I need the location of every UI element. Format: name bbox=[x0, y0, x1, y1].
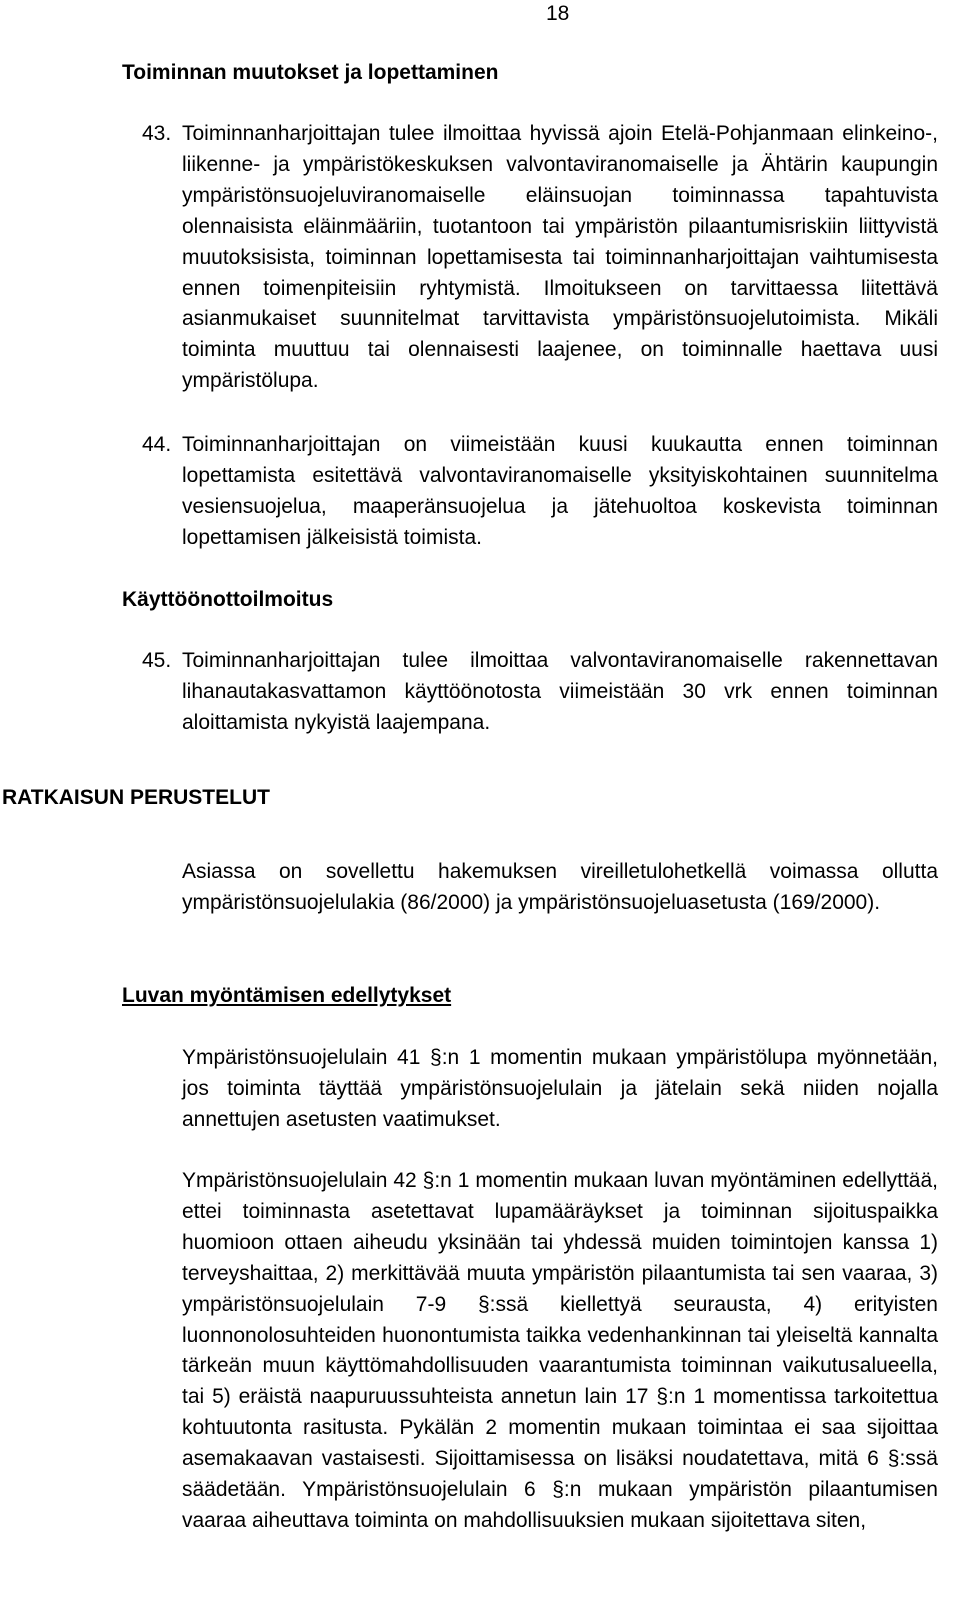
section-heading-grounds: RATKAISUN PERUSTELUT bbox=[2, 786, 270, 809]
item-number: 43. bbox=[142, 122, 172, 145]
grounds-paragraph: Asiassa on sovellettu hakemuksen vireilletulohetkellä voimassa ollutta ympäristönsuojelulakia (86/2000) ja ympäristönsuojeluasetusta (169/2000). bbox=[182, 860, 938, 914]
item-text: Toiminnanharjoittajan on viimeistään kuusi kuukautta ennen toiminnan lopettamista esitettävä valvontaviranomaiselle yksityiskohtainen suunnitelma vesiensuojelua, maaperänsuojelua ja jätehuoltoa koskevista toiminnan lopettamisen jälkeisistä toimista. bbox=[182, 433, 938, 549]
item-number: 44. bbox=[142, 433, 172, 456]
section-heading-changes: Toiminnan muutokset ja lopettaminen bbox=[122, 61, 499, 84]
item-45 bbox=[142, 646, 938, 739]
page-number: 18 bbox=[546, 2, 570, 25]
item-44 bbox=[142, 430, 938, 554]
item-text: Toiminnanharjoittajan tulee ilmoittaa valvontaviranomaiselle rakennettavan lihanautakasvattamon käyttöönotosta viimeistään 30 vrk ennen toiminnan aloittamista nykyistä laajempana. bbox=[182, 649, 938, 734]
conditions-paragraph-2: Ympäristönsuojelulain 42 §:n 1 momentin mukaan luvan myöntäminen edellyttää, ettei toiminnasta asetettavat lupamääräykset ja toiminnan sijoituspaikka huomioon ottaen aiheudu yksinään tai yhdessä muiden toimintojen kanssa 1) terveyshaittaa, 2) merkittävää muuta ympäristön pilaantumista tai sen vaaraa, 3) ympäristönsuojelulain 7-9 §:ssä kiellettyä seurausta, 4) erityisten luonnonolosuhteiden huonontumista taikka vedenhankinnan tai yleiseltä kannalta tärkeän muun käyttömahdollisuuden vaarantumista toiminnan vaikutusalueella, tai 5) eräistä naapuruussuhteista annetun lain 17 §:n 1 momentissa tarkoitettua kohtuutonta rasitusta. Pykälän 2 momentin mukaan toimintaa ei saa sijoittaa asemakaavan vastaisesti. Sijoittamisessa on lisäksi noudatettava, mitä 6 §:ssä säädetään. Ympäristönsuojelulain 6 §:n mukaan ympäristön pilaantumisen vaaraa aiheuttava toiminta on mahdollisuuksien mukaan sijoitettava siten, bbox=[182, 1169, 938, 1532]
conditions-paragraph-1: Ympäristönsuojelulain 41 §:n 1 momentin mukaan ympäristölupa myönnetään, jos toiminta täyttää ympäristönsuojelulain ja jätelain sekä niiden nojalla annettujen asetusten vaatimukset. bbox=[182, 1046, 938, 1131]
section-heading-commissioning: Käyttöönottoilmoitus bbox=[122, 588, 334, 611]
item-43 bbox=[142, 119, 938, 397]
item-number: 45. bbox=[142, 649, 172, 672]
section-heading-conditions: Luvan myöntämisen edellytykset bbox=[122, 984, 452, 1007]
item-text: Toiminnanharjoittajan tulee ilmoittaa hyvissä ajoin Etelä-Pohjanmaan elinkeino-, liikenne- ja ympäristökeskuksen valvontaviranomaiselle ja Ähtärin kaupungin ympäristönsuojeluviranomaiselle eläinsuojan toiminnassa tapahtuvista olennaisista eläinmääriin, tuotantoon tai ympäristön pilaantumisriskiin liittyvistä muutoksisista, toiminnan lopettamisesta tai toiminnanharjoittajan vaihtumisesta ennen toimenpiteisiin ryhtymistä. Ilmoitukseen on tarvittaessa liitettävä asianmukaiset suunnitelmat tarvittavista ympäristönsuojelutoimista. Mikäli toiminta muuttuu tai olennaisesti laajenee, on toiminnalle haettava uusi ympäristölupa. bbox=[182, 122, 938, 393]
